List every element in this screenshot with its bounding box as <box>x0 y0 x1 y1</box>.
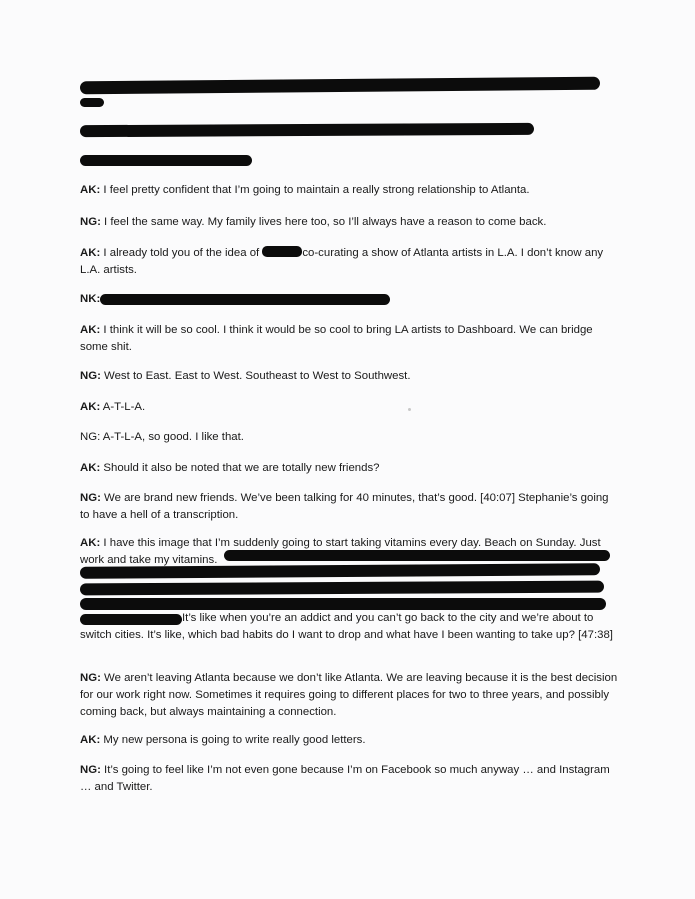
speaker-label: NG: <box>80 764 101 776</box>
transcript-paragraph <box>80 368 620 385</box>
transcript-paragraph <box>80 490 620 524</box>
redaction-bar <box>80 598 606 610</box>
transcript-paragraph <box>80 610 620 644</box>
redaction-bar <box>80 563 600 579</box>
speaker-label: NK: <box>80 293 101 305</box>
transcript-paragraph <box>80 670 620 721</box>
speaker-label: AK: <box>80 537 101 549</box>
speaker-label: NG: <box>80 216 101 228</box>
speaker-label: AK: <box>80 324 101 336</box>
paragraph-text: Should it also be noted that we are totally new friends? <box>100 462 380 474</box>
transcript-paragraph <box>80 762 620 796</box>
redaction-bar <box>100 294 390 305</box>
paragraph-text: I have this image that I’m suddenly going to start taking vitamins every day. Beach on Sunday. Just work and take my vitamins. <box>80 537 601 566</box>
paragraph-text: I feel pretty confident that I’m going to maintain a really strong relationship to Atlanta. <box>100 184 530 196</box>
paragraph-text: NG: A-T-L-A, so good. I like that. <box>80 431 244 443</box>
paragraph-text: We aren’t leaving Atlanta because we don’t like Atlanta. We are leaving because it is the best decision for our work right now. Sometimes it requires going to different places for two to three years, and possibly coming back, but always maintaining a connection. <box>80 672 618 718</box>
paragraph-text: My new persona is going to write really good letters. <box>100 734 366 746</box>
paper-speck <box>408 408 411 411</box>
paragraph-text: I feel the same way. My family lives here too, so I’ll always have a reason to come back. <box>100 216 547 228</box>
redaction-bar <box>224 550 610 561</box>
paragraph-text: West to East. East to West. Southeast to West to Southwest. <box>100 370 411 382</box>
paragraph-text: I think it will be so cool. I think it would be so cool to bring LA artists to Dashboard. We can bridge some shit. <box>80 324 593 353</box>
transcript-paragraph <box>80 429 620 446</box>
speaker-label: AK: <box>80 401 101 413</box>
paragraph-text: A-T-L-A. <box>100 401 146 413</box>
redaction-bar <box>80 123 534 137</box>
redaction-bar <box>80 155 252 166</box>
paragraph-text: It’s like when you’re an addict and you can’t go back to the city and we’re about to switch cities. It’s like, which bad habits do I want to drop and what have I been wanting to take up? [47:38] <box>80 612 613 641</box>
transcript-paragraph <box>80 322 620 356</box>
transcript-paragraph <box>80 732 620 749</box>
inline-redaction <box>262 246 302 257</box>
speaker-label: AK: <box>80 247 101 259</box>
speaker-label: NG: <box>80 370 101 382</box>
redaction-bar <box>80 98 104 107</box>
paragraph-text: We are brand new friends. We’ve been talking for 40 minutes, that’s good. [40:07] Stephanie’s going to have a hell of a transcription. <box>80 492 609 521</box>
paragraph-text: I already told you of the idea of <box>100 247 263 259</box>
paragraph-text: It’s going to feel like I’m not even gone because I’m on Facebook so much anyway … and Instagram … and Twitter. <box>80 764 610 793</box>
speaker-label: NG: <box>80 492 101 504</box>
transcript-paragraph <box>80 399 620 416</box>
speaker-label: NG: <box>80 672 101 684</box>
transcript-paragraph <box>80 245 620 279</box>
redaction-bar <box>80 581 604 596</box>
transcript-paragraph <box>80 182 620 199</box>
transcript-paragraph <box>80 460 620 477</box>
speaker-label: AK: <box>80 734 101 746</box>
transcript-paragraph <box>80 214 620 231</box>
speaker-label: AK: <box>80 462 101 474</box>
redaction-bar <box>80 77 600 95</box>
speaker-label: AK: <box>80 184 101 196</box>
paragraph-text: co-curating a show of Atlanta artists in L.A. I don’t know any L.A. artists. <box>80 247 604 276</box>
